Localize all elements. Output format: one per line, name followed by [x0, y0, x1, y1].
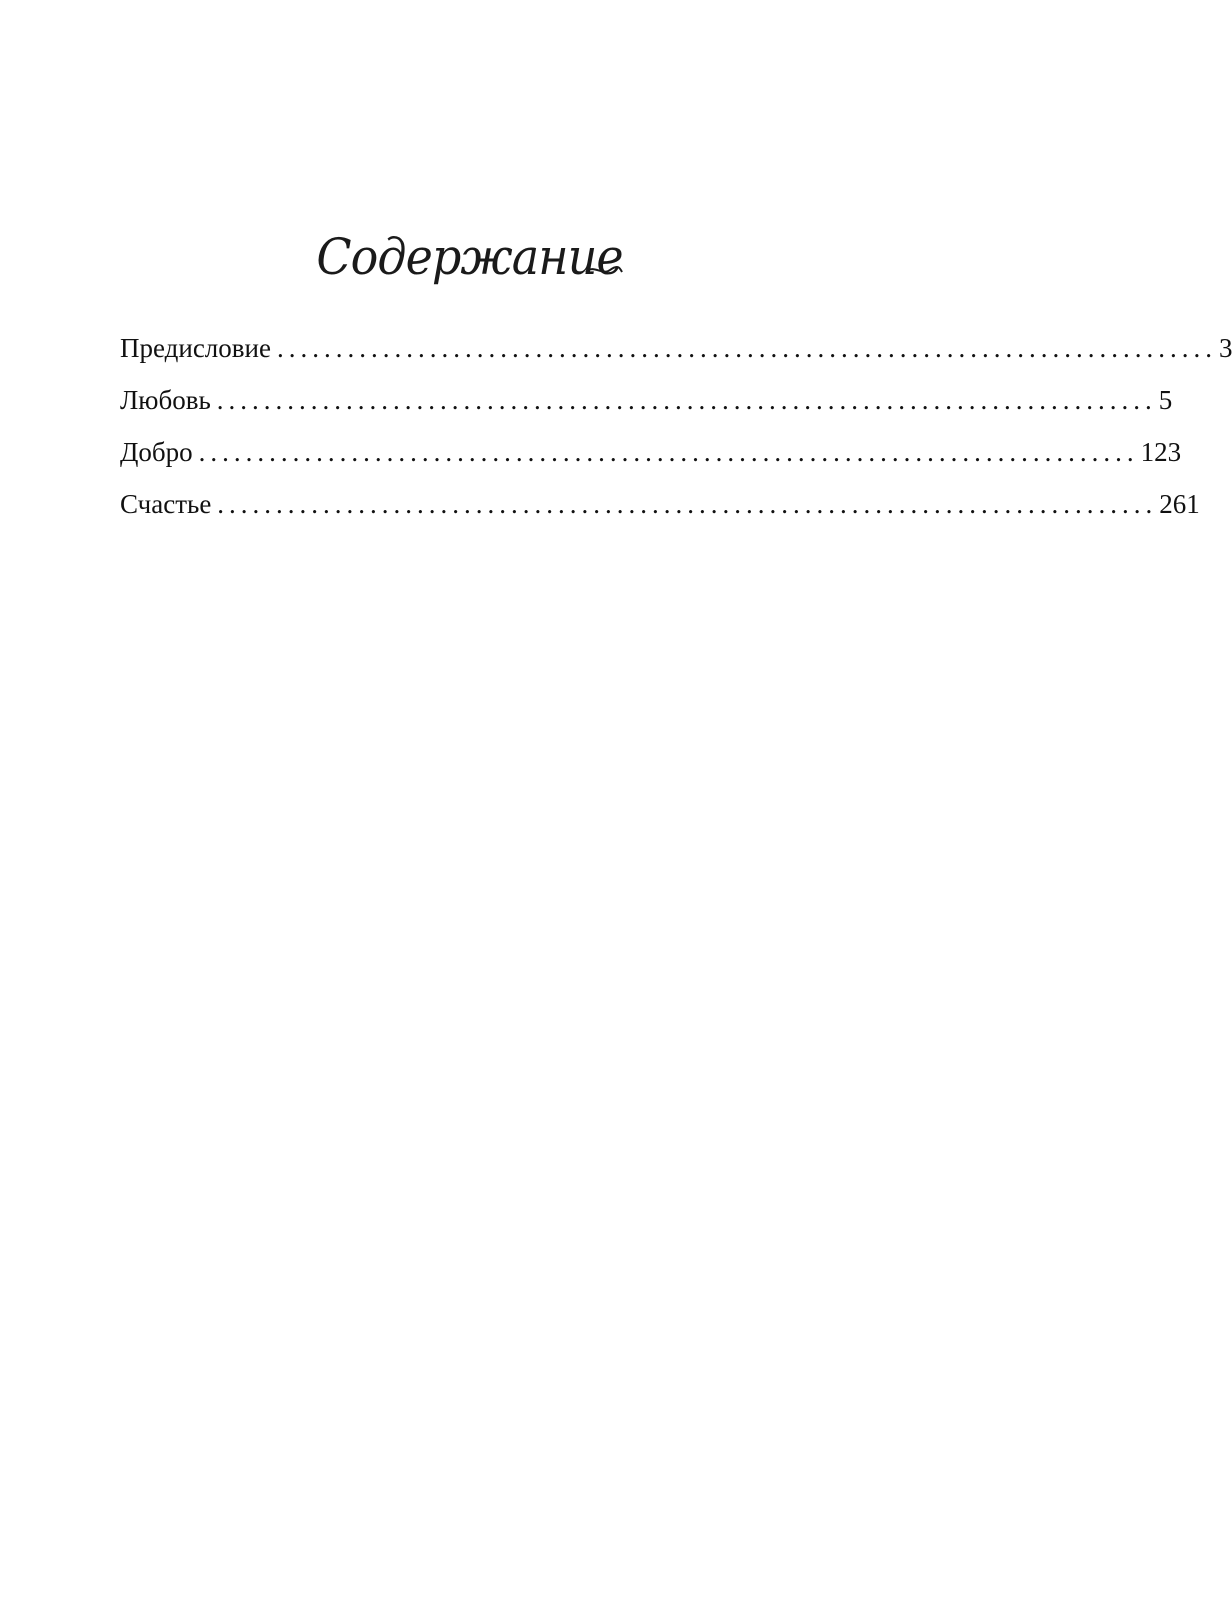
toc-entry-title: Любовь — [120, 385, 211, 415]
toc-entry-happiness[interactable] — [120, 489, 1200, 541]
heading-flourish — [584, 260, 624, 280]
toc-entry-page: 3 — [1218, 333, 1232, 363]
toc-entry-preface[interactable] — [120, 333, 1232, 385]
toc-entry-title: Добро — [120, 437, 193, 467]
toc-leader-dots: ................................................................................ — [276, 333, 1217, 363]
toc-leader-dots: ................................................................................ — [198, 437, 1139, 467]
contents-heading — [300, 222, 640, 307]
contents-heading-text: Содержание — [316, 228, 624, 286]
toc-entry-title: Предисловие — [120, 333, 271, 363]
toc-leader-dots: ................................................................................ — [217, 489, 1158, 519]
toc-entry-page: 123 — [1140, 437, 1182, 467]
toc-entry-page: 5 — [1158, 385, 1173, 415]
toc-entry-page: 261 — [1159, 489, 1200, 519]
toc-entry-love[interactable] — [120, 385, 1173, 437]
toc-entry-good[interactable] — [120, 437, 1182, 489]
toc-leader-dots: ................................................................................ — [216, 385, 1157, 415]
table-of-contents — [120, 333, 1232, 541]
toc-entry-title: Счастье — [120, 489, 212, 519]
